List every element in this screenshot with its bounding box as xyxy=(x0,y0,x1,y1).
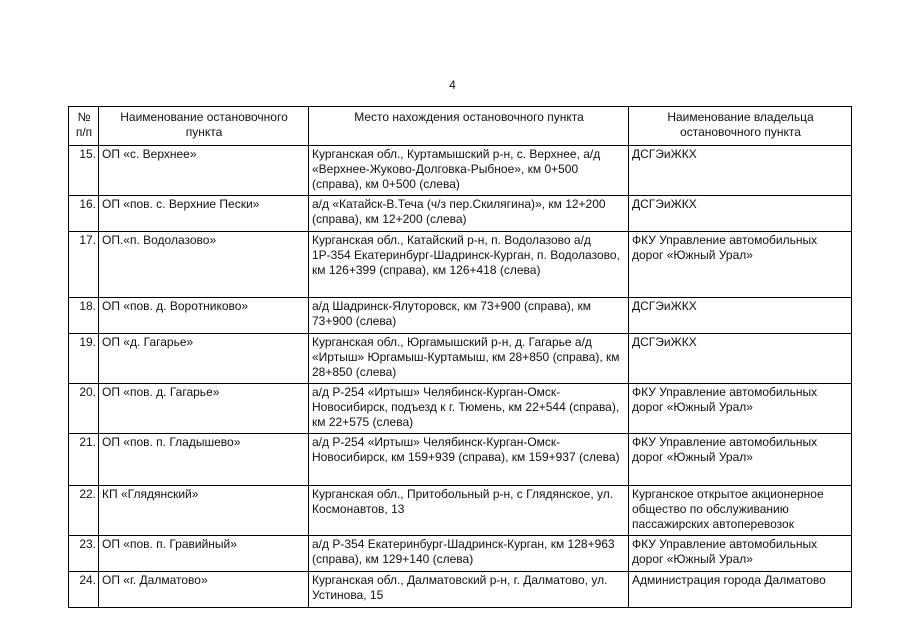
stop-location: а/д Р-254 «Иртыш» Челябинск-Курган-Омск-Новосибирск, подъезд к г. Тюмень, км 22+544 (справа), км 22+575 (слева) xyxy=(309,384,629,434)
table-row xyxy=(69,384,852,434)
header-stop-name: Наименование остановочного пункта xyxy=(99,107,309,146)
table-row xyxy=(69,146,852,196)
stop-location: а/д Р-254 «Иртыш» Челябинск-Курган-Омск-Новосибирск, км 159+939 (справа), км 159+937 (слева) xyxy=(309,434,629,486)
stop-location: Курганская обл., Катайский р-н, п. Водолазово а/д 1Р-354 Екатеринбург-Шадринск-Курган, п. Водолазово, км 126+399 (справа), км 126+418 (слева) xyxy=(309,232,629,298)
stop-location: Курганская обл., Куртамышский р-н, с. Верхнее, а/д «Верхнее-Жуково-Долговка-Рыбное», км 0+500 (справа), км 0+500 (слева) xyxy=(309,146,629,196)
stop-owner: Администрация города Далматово xyxy=(629,572,852,608)
stop-owner: ФКУ Управление автомобильных дорог «Южный Урал» xyxy=(629,434,852,486)
stop-owner: ДСГЭиЖКХ xyxy=(629,196,852,232)
row-number: 17. xyxy=(69,232,99,298)
row-number: 22. xyxy=(69,486,99,536)
stop-owner: ДСГЭиЖКХ xyxy=(629,146,852,196)
row-number: 23. xyxy=(69,536,99,572)
stop-location: Курганская обл., Притобольный р-н, с Глядянское, ул. Космонавтов, 13 xyxy=(309,486,629,536)
stop-owner: Курганское открытое акционерное общество по обслуживанию пассажирских автоперевозок xyxy=(629,486,852,536)
row-number: 19. xyxy=(69,334,99,384)
row-number: 20. xyxy=(69,384,99,434)
stop-location: а/д «Катайск-В.Теча (ч/з пер.Скилягина)», км 12+200 (справа), км 12+200 (слева) xyxy=(309,196,629,232)
table-row xyxy=(69,572,852,608)
row-number: 18. xyxy=(69,298,99,334)
stop-owner: ФКУ Управление автомобильных дорог «Южный Урал» xyxy=(629,232,852,298)
stop-name: ОП «пов. д. Воротниково» xyxy=(99,298,309,334)
page-number: 4 xyxy=(449,78,456,92)
stop-name: ОП «пов. п. Гравийный» xyxy=(99,536,309,572)
table-row xyxy=(69,196,852,232)
row-number: 21. xyxy=(69,434,99,486)
stop-name: КП «Глядянский» xyxy=(99,486,309,536)
stops-table xyxy=(68,106,852,608)
table-row xyxy=(69,434,852,486)
stop-location: а/д Шадринск-Ялуторовск, км 73+900 (справа), км 73+900 (слева) xyxy=(309,298,629,334)
table-row xyxy=(69,536,852,572)
row-number: 24. xyxy=(69,572,99,608)
stop-name: ОП «пов. п. Гладышево» xyxy=(99,434,309,486)
stop-name: ОП «с. Верхнее» xyxy=(99,146,309,196)
stop-owner: ДСГЭиЖКХ xyxy=(629,334,852,384)
stop-name: ОП.«п. Водолазово» xyxy=(99,232,309,298)
table-header-row xyxy=(69,107,852,146)
stop-name: ОП «пов. с. Верхние Пески» xyxy=(99,196,309,232)
header-owner: Наименование владельца остановочного пункта xyxy=(629,107,852,146)
table-row xyxy=(69,334,852,384)
stop-owner: ФКУ Управление автомобильных дорог «Южный Урал» xyxy=(629,384,852,434)
stop-owner: ДСГЭиЖКХ xyxy=(629,298,852,334)
stop-location: а/д Р-354 Екатеринбург-Шадринск-Курган, км 128+963 (справа), км 129+140 (слева) xyxy=(309,536,629,572)
header-location: Место нахождения остановочного пункта xyxy=(309,107,629,146)
stop-location: Курганская обл., Далматовский р-н, г. Далматово, ул. Устинова, 15 xyxy=(309,572,629,608)
stop-location: Курганская обл., Юргамышский р-н, д. Гагарье а/д «Иртыш» Юргамыш-Куртамыш, км 28+850 (справа), км 28+850 (слева) xyxy=(309,334,629,384)
stop-name: ОП «пов. д. Гагарье» xyxy=(99,384,309,434)
table-row xyxy=(69,232,852,298)
table-row xyxy=(69,298,852,334)
row-number: 15. xyxy=(69,146,99,196)
row-number: 16. xyxy=(69,196,99,232)
stop-name: ОП «г. Далматово» xyxy=(99,572,309,608)
table-row xyxy=(69,486,852,536)
stop-name: ОП «д. Гагарье» xyxy=(99,334,309,384)
stop-owner: ФКУ Управление автомобильных дорог «Южный Урал» xyxy=(629,536,852,572)
header-number: № п/п xyxy=(69,107,99,146)
